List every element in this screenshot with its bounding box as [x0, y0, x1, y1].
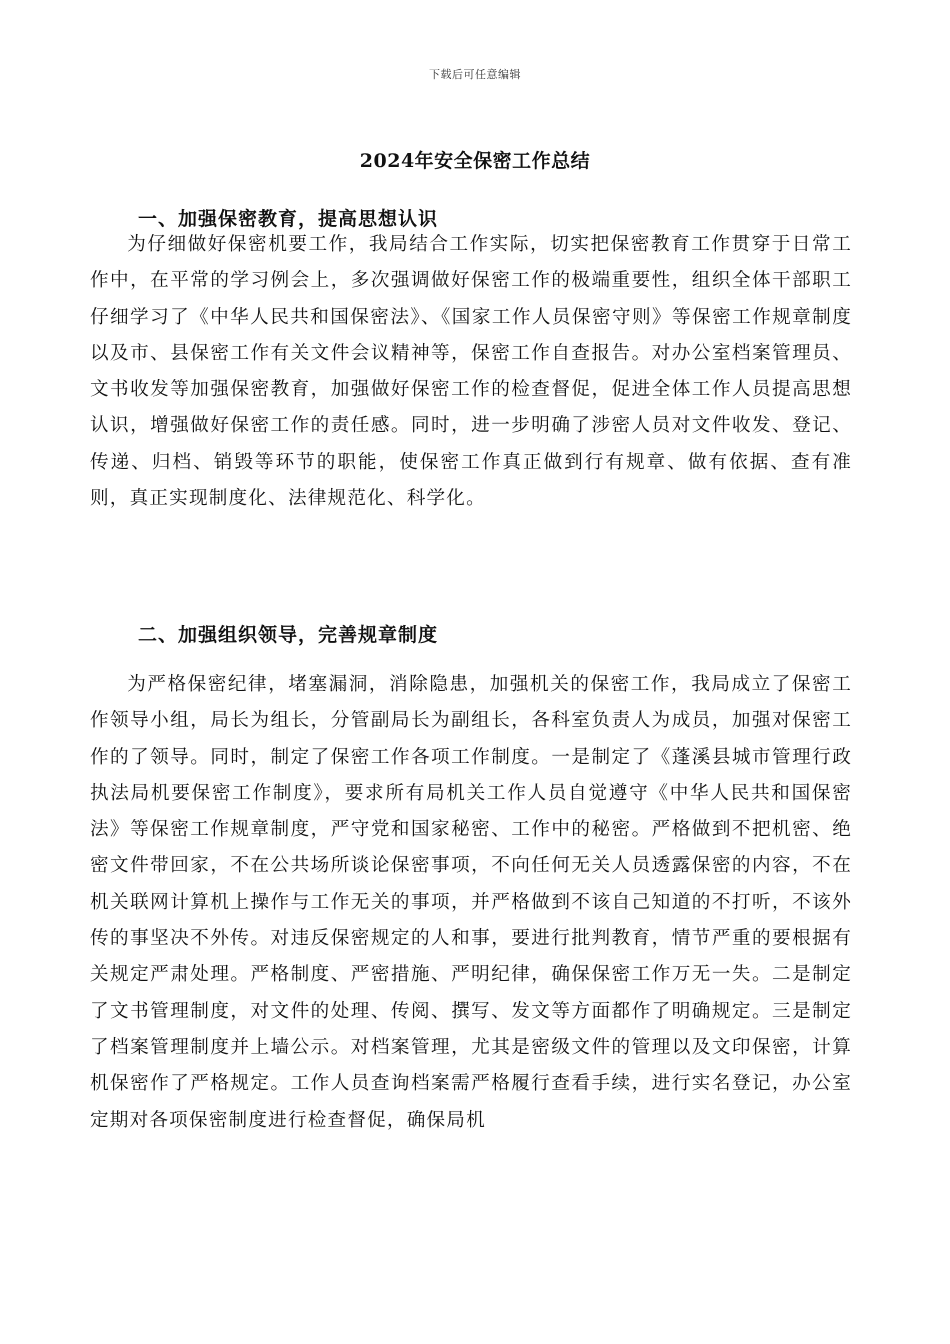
header-note: 下载后可任意编辑 [429, 68, 521, 81]
section-heading-2: 二、加强组织领导，完善规章制度 [138, 624, 439, 646]
section-heading-1: 一、加强保密教育，提高思想认识 [138, 208, 439, 230]
section-paragraph-2: 为严格保密纪律，堵塞漏洞，消除隐患，加强机关的保密工作，我局成立了保密工作领导小组，局长为组长，分管副局长为副组长，各科室负责人为成员，加强对保密工作的了领导。同时，制定了保密工作各项工作制度。一是制定了《蓬溪县城市管理行政执法局机要保密工作制度》，要求所有局机关工作人员自觉遵守《中华人民共和国保密法》等保密工作规章制度，严守党和国家秘密、工作中的秘密。严格做到不把机密、绝密文件带回家，不在公共场所谈论保密事项，不向任何无关人员透露保密的内容，不在机关联网计算机上操作与工作无关的事项，并严格做到不该自己知道的不打听，不该外传的事坚决不外传。对违反保密规定的人和事，要进行批判教育，情节严重的要根据有关规定严肃处理。严格制度、严密措施、严明纪律，确保保密工作万无一失。二是制定了文书管理制度，对文件的处理、传阅、撰写、发文等方面都作了明确规定。三是制定了档案管理制度并上墙公示。对档案管理，尤其是密级文件的管理以及文印保密，计算机保密作了严格规定。工作人员查询档案需严格履行查看手续，进行实名登记，办公室定期对各项保密制度进行检查督促，确保局机 [90, 674, 852, 1131]
document-title: 2024年安全保密工作总结 [359, 150, 591, 172]
section-paragraph-1: 为仔细做好保密机要工作，我局结合工作实际，切实把保密教育工作贯穿于日常工作中，在平常的学习例会上，多次强调做好保密工作的极端重要性，组织全体干部职工仔细学习了《中华人民共和国保密法》、《国家工作人员保密守则》等保密工作规章制度以及市、县保密工作有关文件会议精神等，保密工作自查报告。对办公室档案管理员、文书收发等加强保密教育，加强做好保密工作的检查督促，促进全体工作人员提高思想认识，增强做好保密工作的责任感。同时，进一步明确了涉密人员对文件收发、登记、传递、归档、销毁等环节的职能，使保密工作真正做到行有规章、做有依据、查有准则，真正实现制度化、法律规范化、科学化。 [90, 234, 852, 510]
